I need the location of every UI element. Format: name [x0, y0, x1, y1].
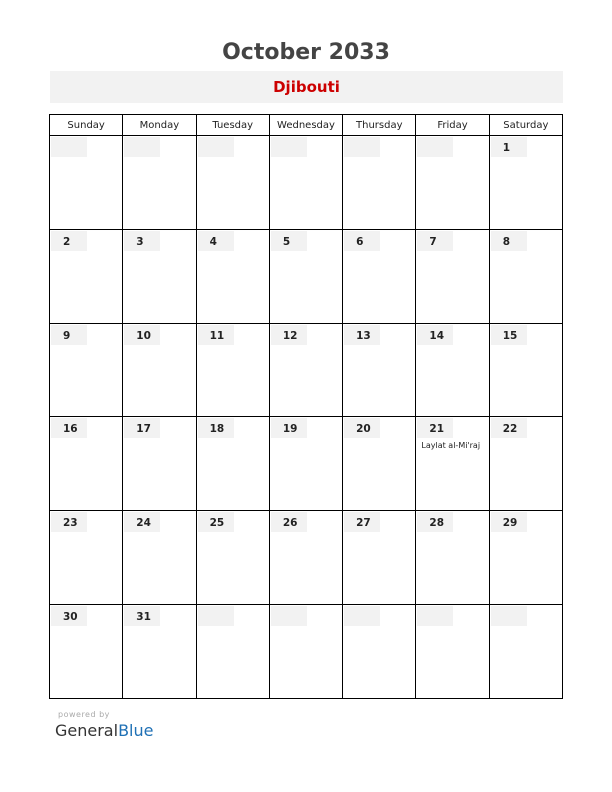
day-cell — [489, 605, 562, 699]
day-number: 16 — [63, 423, 78, 436]
day-number: 6 — [356, 235, 364, 248]
day-number: 17 — [136, 423, 151, 436]
country-bar — [50, 71, 563, 103]
day-number: 30 — [63, 611, 78, 624]
day-number-box — [344, 231, 380, 251]
day-number: 29 — [502, 517, 518, 530]
day-number-box — [344, 325, 380, 345]
day-number-box — [124, 137, 160, 157]
day-number-box — [51, 325, 87, 345]
week-row — [50, 229, 563, 323]
day-cell — [343, 136, 416, 230]
day-cell — [269, 229, 342, 323]
day-number-box — [51, 606, 87, 626]
day-number: 27 — [356, 517, 371, 530]
day-number: 14 — [429, 329, 445, 342]
day-cell — [343, 417, 416, 511]
day-cell — [343, 323, 416, 417]
day-number-box — [198, 325, 234, 345]
day-cell — [196, 323, 269, 417]
day-cell — [123, 417, 196, 511]
page-title: October 2033 — [222, 40, 390, 65]
weekday-header-row — [50, 115, 563, 136]
day-cell — [50, 511, 123, 605]
day-number: 28 — [429, 517, 445, 530]
day-number: 25 — [209, 517, 225, 530]
day-number: 9 — [63, 329, 71, 342]
day-cell — [50, 323, 123, 417]
day-cell — [196, 136, 269, 230]
generalblue-logo[interactable] — [55, 721, 153, 740]
day-number: 18 — [209, 423, 225, 436]
day-number: 15 — [502, 329, 518, 342]
day-number-box — [491, 325, 527, 345]
day-cell — [343, 229, 416, 323]
day-cell — [50, 229, 123, 323]
day-number-box — [51, 137, 87, 157]
day-number-box — [491, 512, 527, 532]
day-cell — [416, 511, 489, 605]
day-number-box — [271, 606, 307, 626]
day-number-box — [491, 137, 527, 157]
day-number-box — [491, 418, 527, 438]
day-number-box — [51, 512, 87, 532]
day-cell — [123, 136, 196, 230]
week-row — [50, 417, 563, 511]
day-cell — [50, 417, 123, 511]
day-number: 1 — [502, 142, 510, 154]
weekday-header: Monday — [123, 115, 196, 136]
day-number: 11 — [209, 329, 225, 342]
weekday-header: Friday — [416, 115, 489, 136]
day-cell — [269, 323, 342, 417]
day-cell — [269, 511, 342, 605]
day-cell — [50, 605, 123, 699]
day-number: 4 — [209, 235, 217, 248]
day-cell — [50, 136, 123, 230]
day-number-box — [124, 418, 160, 438]
day-number-box — [124, 231, 160, 251]
day-number: 2 — [63, 235, 71, 248]
day-number-box — [344, 512, 380, 532]
day-cell — [489, 229, 562, 323]
day-number: 8 — [502, 235, 510, 248]
day-number: 7 — [429, 235, 437, 248]
calendar-grid — [49, 114, 563, 699]
day-number-box — [271, 231, 307, 251]
day-number: 24 — [136, 517, 151, 530]
day-number-box — [51, 231, 87, 251]
day-number: 5 — [282, 235, 291, 248]
weekday-header: Saturday — [489, 115, 562, 136]
day-number-box — [271, 512, 307, 532]
day-number: 22 — [502, 423, 518, 436]
weekday-header: Thursday — [343, 115, 416, 136]
day-number: 20 — [356, 423, 371, 436]
week-row — [50, 136, 563, 230]
day-number-box — [124, 606, 160, 626]
day-number-box — [491, 231, 527, 251]
day-cell — [196, 605, 269, 699]
day-number-box — [344, 137, 380, 157]
day-number-box — [417, 137, 453, 157]
holiday-label: Laylat al-Mi'raj — [421, 441, 481, 451]
day-number: 12 — [282, 329, 298, 342]
day-cell — [489, 323, 562, 417]
day-cell — [416, 417, 489, 511]
brand-blue-text: Blue — [118, 721, 154, 740]
week-row — [50, 511, 563, 605]
day-number: 26 — [282, 517, 298, 530]
day-number-box — [51, 418, 87, 438]
day-cell — [123, 511, 196, 605]
day-number-box — [271, 325, 307, 345]
day-cell — [269, 417, 342, 511]
day-number-box — [124, 512, 160, 532]
day-number: 13 — [356, 329, 371, 342]
day-number: 3 — [136, 235, 144, 248]
day-cell — [416, 136, 489, 230]
weekday-header: Tuesday — [196, 115, 269, 136]
day-number-box — [271, 137, 307, 157]
day-number-box — [417, 512, 453, 532]
brand-general-text: General — [55, 721, 119, 740]
day-cell — [416, 229, 489, 323]
day-cell — [416, 605, 489, 699]
powered-by-text: powered by — [58, 710, 110, 719]
day-number-box — [198, 137, 234, 157]
week-row — [50, 605, 563, 699]
day-cell — [489, 417, 562, 511]
day-number: 21 — [429, 423, 445, 436]
day-number-box — [417, 231, 453, 251]
day-number: 31 — [136, 611, 151, 624]
day-cell — [269, 605, 342, 699]
day-cell — [123, 605, 196, 699]
day-number-box — [417, 418, 453, 438]
day-cell — [123, 229, 196, 323]
day-number-box — [417, 325, 453, 345]
day-cell — [196, 417, 269, 511]
day-number: 23 — [63, 517, 78, 530]
day-number-box — [344, 606, 380, 626]
day-number-box — [198, 512, 234, 532]
day-cell — [196, 511, 269, 605]
day-number: 19 — [282, 423, 298, 436]
day-number-box — [198, 231, 234, 251]
weekday-header: Sunday — [50, 115, 123, 136]
day-cell — [489, 511, 562, 605]
day-number-box — [491, 606, 527, 626]
day-cell — [269, 136, 342, 230]
day-number-box — [198, 606, 234, 626]
day-cell — [196, 229, 269, 323]
day-cell — [343, 511, 416, 605]
day-cell — [416, 323, 489, 417]
day-number: 10 — [136, 329, 151, 342]
day-cell — [489, 136, 562, 230]
day-number-box — [198, 418, 234, 438]
day-number-box — [271, 418, 307, 438]
day-number-box — [344, 418, 380, 438]
country-name: Djibouti — [273, 78, 340, 96]
day-number-box — [417, 606, 453, 626]
week-row — [50, 323, 563, 417]
weekday-header: Wednesday — [269, 115, 342, 136]
day-cell — [123, 323, 196, 417]
day-number-box — [124, 325, 160, 345]
day-cell — [343, 605, 416, 699]
